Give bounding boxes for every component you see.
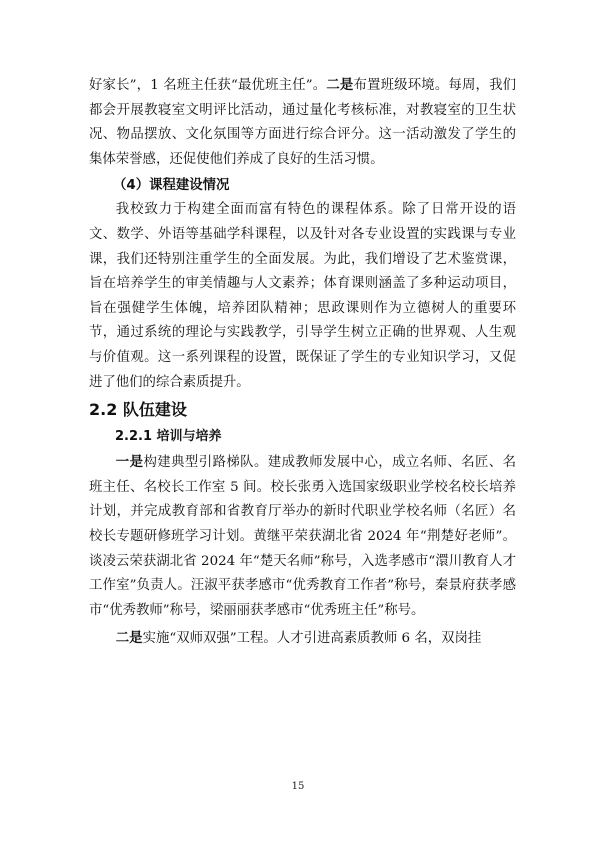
subsection-heading-training: 2.2.1 培训与培养 <box>115 429 222 445</box>
paragraph-class-environment <box>89 74 516 172</box>
section-heading-team: 2.2 队伍建设 <box>89 400 187 420</box>
emphasis-label: 二是 <box>326 78 354 93</box>
paragraph-curriculum: 我校致力于构建全面而富有特色的课程体系。除了日常开设的语文、数学、外语等基础学科课程，以及针对各专业设置的实践课与专业课，我们还特别注重学生的全面发展。为此，我们增设了艺术鉴赏课，旨在培养学生的审美情趣与人文素养；体育课则涵盖了多种运动项目，旨在强健学生体魄，培养团队精神；思政课则作为立德树人的重要环节，通过系统的理论与实践教学，引导学生树立正确的世界观、人生观与价值观。这一系列课程的设置，既保证了学生的专业知识学习，又促进了他们的综合素质提升。 <box>89 202 516 390</box>
paragraph-text: 实施“双师双强”工程。人才引进高素质教师 6 名，双岗挂 <box>142 631 482 647</box>
page-number: 15 <box>291 781 305 792</box>
emphasis-label: 二是 <box>115 631 143 647</box>
paragraph-mentor-tier <box>89 451 516 623</box>
paragraph-dual-teacher <box>89 627 516 652</box>
section-heading-curriculum: （4）课程建设情况 <box>113 178 230 194</box>
paragraph-text: 布置班级环境。每周，我们都会开展教寝室文明评比活动，通过量化考核标准，对教寝室的卫生状况、物品摆放、文化氛围等方面进行综合评分。这一活动激发了学生的集体荣誉感，还促使他们养成了良好的生活习惯。 <box>89 78 517 167</box>
paragraph-text: 好家长”，1 名班主任获“最优班主任”。 <box>89 78 327 93</box>
paragraph-text: 构建典型引路梯队。建成教师发展中心，成立名师、名匠、名班主任、名校长工作室 5 间。校长张勇入选国家级职业学校名校长培养计划，并完成教育部和省教育厅举办的新时代职业学校名师（名匠）名校长专题研修班学习计划。黄继平荣获湖北省 2024 年“荆楚好老师”。谈凌云荣获湖北省 2024 年“楚天名师”称号，入选孝感市“澴川教育人才工作室”负责人。汪淑平获孝感市“优秀教育工作者”称号，秦景府获孝感市“优秀教师”称号，梁丽丽获孝感市“优秀班主任”称号。 <box>89 455 517 618</box>
page-content <box>89 74 516 652</box>
emphasis-label: 一是 <box>115 455 144 471</box>
